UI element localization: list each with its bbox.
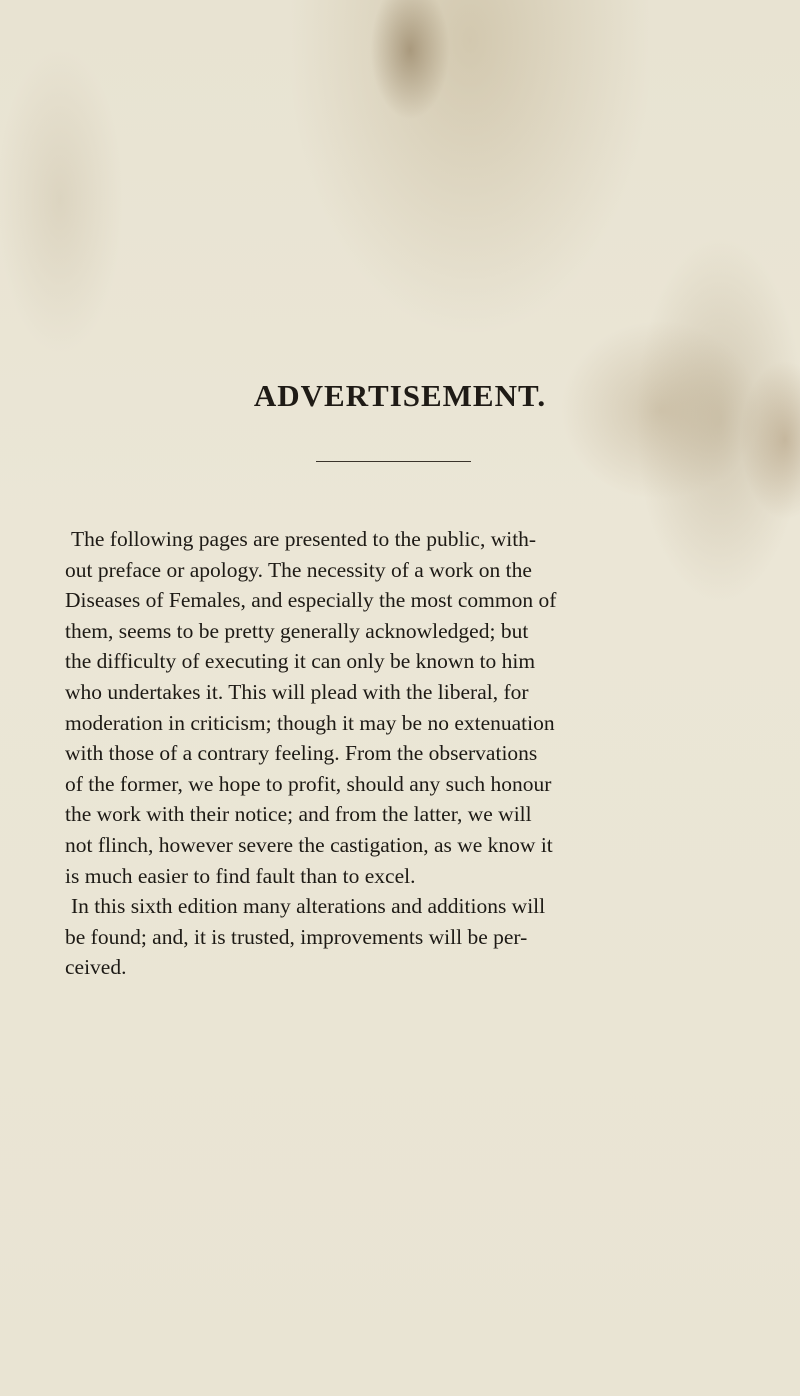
text-line: them, seems to be pretty generally acknowledged; but: [65, 618, 529, 643]
text-line: the difficulty of executing it can only be known to him: [65, 649, 536, 674]
text-line: be found; and, it is trusted, improvements will be per-: [65, 924, 528, 949]
text-line: moderation in criticism; though it may be no extenuation: [65, 710, 555, 735]
text-line: is much easier to find fault than to excel.: [65, 863, 416, 888]
heading-rule: [316, 461, 471, 462]
page-heading: ADVERTISEMENT.: [253, 378, 547, 413]
advertisement-body: [65, 524, 745, 983]
text-line: not flinch, however severe the castigation, as we know it: [65, 832, 553, 857]
page-stain: [370, 0, 450, 120]
text-line: Diseases of Females, and especially the most common of: [65, 588, 557, 613]
text-line: who undertakes it. This will plead with the liberal, for: [65, 679, 529, 704]
text-line: In this sixth edition many alterations and additions will: [71, 894, 546, 919]
text-line: out preface or apology. The necessity of a work on the: [65, 557, 532, 582]
text-line: The following pages are presented to the public, with-: [71, 527, 537, 551]
text-line: of the former, we hope to profit, should any such honour: [65, 771, 552, 796]
text-line: with those of a contrary feeling. From the observations: [65, 741, 538, 766]
text-line: the work with their notice; and from the latter, we will: [65, 802, 532, 827]
text-line: ceived.: [65, 955, 127, 980]
